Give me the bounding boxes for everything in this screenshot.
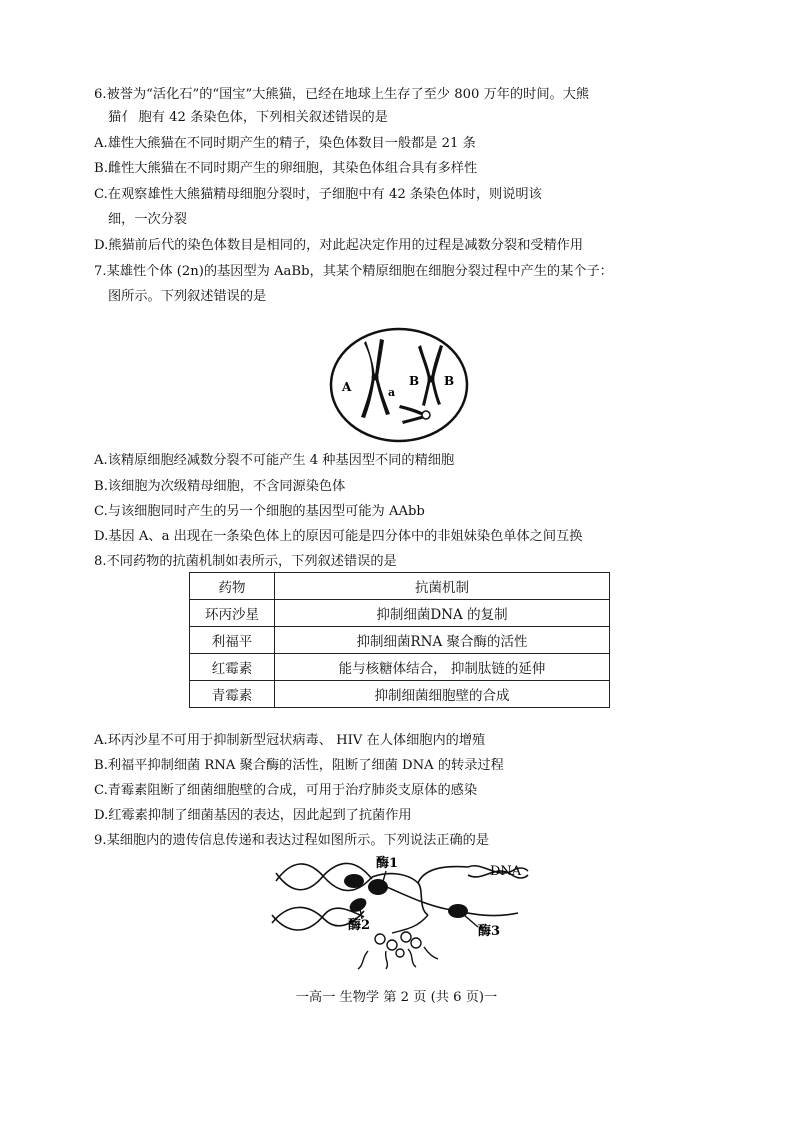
q6-option-c-line1: C.在观察雄性大熊猫精母细胞分裂时，子细胞中有 42 条染色体时，则说明该 <box>94 187 542 202</box>
q6-option-a: A.雄性大熊猫在不同时期产生的精子，染色体数目一般都是 21 条 <box>94 136 476 151</box>
gene-label-B-left: B <box>409 374 420 388</box>
gene-label-B-right: B <box>444 374 455 388</box>
table-row <box>190 654 610 681</box>
table-header-mechanism: 抗菌机制 <box>275 573 610 600</box>
q7-stem-line2: 图所示。下列叙述错误的是 <box>108 289 267 304</box>
table-cell-mechanism: 能与核糖体结合， 抑制肽链的延伸 <box>275 654 610 681</box>
q7-option-d: D.基因 A、a 出现在一条染色体上的原因可能是四分体中的非姐妹染色单体之间互换 <box>94 529 583 544</box>
q8-option-c: C.青霉素阻断了细菌细胞壁的合成，可用于治疗肺炎支原体的感染 <box>94 783 478 798</box>
q7-option-a: A.该精原细胞经减数分裂不可能产生 4 种基因型不同的精细胞 <box>94 453 455 468</box>
chromosome-Aa <box>361 339 390 418</box>
table-cell-drug: 环丙沙星 <box>190 600 275 627</box>
label-enzyme1: 酶1 <box>376 856 399 871</box>
label-enzyme2: 酶2 <box>348 918 371 933</box>
label-dna: DNA <box>490 864 522 879</box>
table-cell-drug: 青霉素 <box>190 681 275 708</box>
q8-stem: 8.不同药物的抗菌机制如表所示，下列叙述错误的是 <box>94 554 397 569</box>
page-footer: 一高一 生物学 第 2 页 (共 6 页)一 <box>295 990 498 1005</box>
table-cell-mechanism: 抑制细菌RNA 聚合酶的活性 <box>275 627 610 654</box>
ribosomes <box>358 932 438 969</box>
q8-option-b: B.利福平抑制细菌 RNA 聚合酶的活性，阻断了细菌 DNA 的转录过程 <box>94 758 504 773</box>
q8-option-d: D.红霉素抑制了细菌基因的表达，因此起到了抗菌作用 <box>94 808 412 823</box>
q8-option-a: A.环丙沙星不可用于抑制新型冠状病毒、 HIV 在人体细胞内的增殖 <box>94 733 486 748</box>
table-cell-mechanism: 抑制细菌细胞壁的合成 <box>275 681 610 708</box>
q6-stem-line2: 猫亻 胞有 42 条染色体，下列相关叙述错误的是 <box>108 110 388 125</box>
q6-option-c-line2: 细，一次分裂 <box>108 212 188 227</box>
small-chromosome <box>399 405 430 424</box>
q6-option-d: D.熊猫前后代的染色体数目是相同的，对此起决定作用的过程是减数分裂和受精作用 <box>94 238 584 253</box>
cell-division-figure <box>328 325 470 445</box>
table-row <box>190 681 610 708</box>
dna-expression-figure <box>268 853 530 973</box>
mrna-strand <box>392 915 428 933</box>
table-cell-drug: 利福平 <box>190 627 275 654</box>
q7-stem-line1: 7.某雄性个体 (2n)的基因型为 AaBb，其某个精原细胞在细胞分裂过程中产生的某个子： <box>94 264 613 279</box>
gene-label-A: A <box>342 380 352 394</box>
q6-option-b: B.雌性大熊猫在不同时期产生的卵细胞，其染色体组合具有多样性 <box>94 161 478 176</box>
table-header-drug: 药物 <box>190 573 275 600</box>
q9-stem: 9.某细胞内的遗传信息传递和表达过程如图所示。下列说法正确的是 <box>94 833 490 848</box>
label-enzyme3: 酶3 <box>478 924 501 939</box>
gene-label-a: a <box>388 386 396 399</box>
table-cell-drug: 红霉素 <box>190 654 275 681</box>
table-cell-mechanism: 抑制细菌DNA 的复制 <box>275 600 610 627</box>
antibacterial-table <box>189 572 610 708</box>
table-row <box>190 600 610 627</box>
chromosome-BB <box>418 345 443 406</box>
table-header-row <box>190 573 610 600</box>
q7-option-c: C.与该细胞同时产生的另一个细胞的基因型可能为 AAbb <box>94 504 425 519</box>
table-row <box>190 627 610 654</box>
q6-stem-line1: 6.被誉为“活化石”的“国宝”大熊猫，已经在地球上生存了至少 800 万年的时间。大熊 <box>94 87 590 102</box>
q7-option-b: B.该细胞为次级精母细胞，不含同源染色体 <box>94 479 346 494</box>
